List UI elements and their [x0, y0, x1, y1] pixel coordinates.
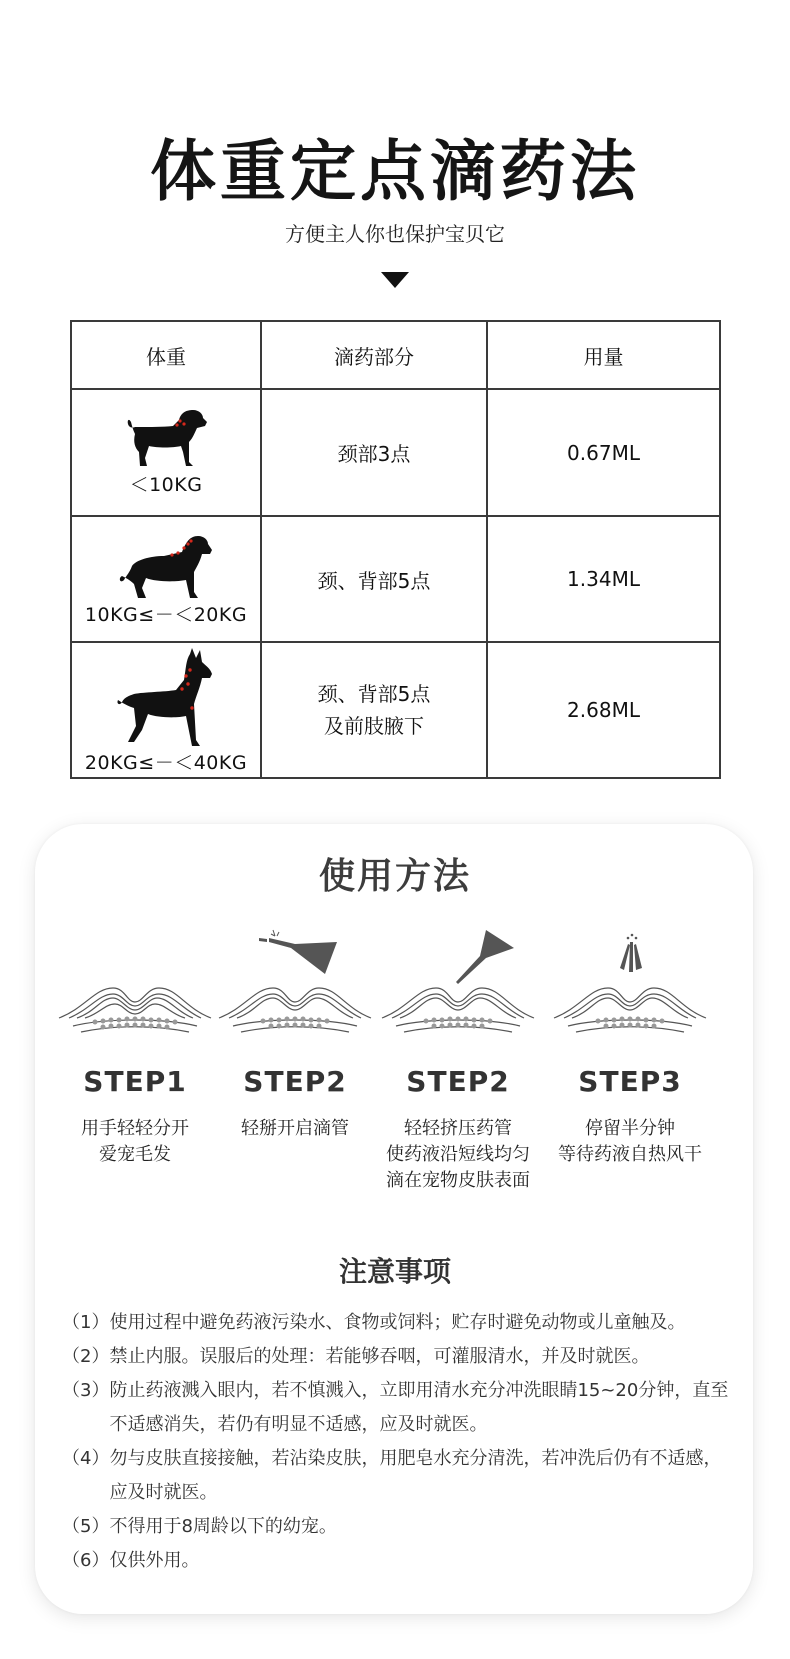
table-row	[71, 642, 720, 778]
step-2	[210, 928, 380, 1142]
weight-cell	[71, 516, 261, 642]
weight-cell	[71, 642, 261, 778]
squeeze-dropper-icon	[378, 928, 538, 1043]
weight-label: 10KG≤－＜20KG	[84, 603, 248, 626]
site-text: 颈、背部5点	[317, 682, 431, 706]
note-number: （5）	[62, 1516, 110, 1537]
down-arrow-icon	[381, 272, 409, 288]
note-number: （2）	[62, 1346, 110, 1367]
usage-title: 使用方法	[318, 856, 471, 897]
note-number: （1）	[62, 1312, 110, 1333]
step-1	[50, 928, 220, 1168]
step-desc-line: 停留半分钟	[585, 1118, 675, 1139]
fur-skin-icon	[55, 928, 215, 1043]
step-desc-line: 用手轻轻分开	[81, 1118, 189, 1139]
site-text: 颈部3点	[337, 442, 411, 466]
table-row	[71, 389, 720, 516]
notes-list	[62, 1306, 732, 1578]
table-header-row	[71, 321, 720, 389]
site-cell	[261, 516, 487, 642]
note-item	[62, 1510, 732, 1544]
notes-title: 注意事项	[338, 1255, 451, 1288]
step-desc-line: 滴在宠物皮肤表面	[386, 1170, 530, 1191]
step-desc-line: 轻轻挤压药管	[404, 1118, 512, 1139]
dosage-table	[70, 320, 721, 779]
note-text: 仅供外用。	[109, 1550, 200, 1571]
note-text: 勿与皮肤直接接触，若沾染皮肤，用肥皂水充分清洗，若冲洗后仍有不适感，应及时就医。	[109, 1448, 722, 1503]
step-label: STEP2	[243, 1065, 347, 1098]
drying-icon	[550, 928, 710, 1043]
note-number: （6）	[62, 1550, 110, 1571]
note-number: （3）	[62, 1380, 110, 1401]
weight-label: 20KG≤－＜40KG	[84, 751, 248, 774]
step-4	[545, 928, 715, 1168]
site-text: 及前肢腋下	[324, 714, 424, 738]
table-row	[71, 516, 720, 642]
step-desc-line: 轻掰开启滴管	[241, 1118, 349, 1139]
header-site: 滴药部分	[261, 321, 487, 389]
note-text: 使用过程中避免药液污染水、食物或饲料；贮存时避免动物或儿童触及。	[109, 1312, 686, 1333]
step-description	[210, 1116, 380, 1142]
site-text: 颈、背部5点	[317, 568, 431, 593]
note-item	[62, 1340, 732, 1374]
note-item	[62, 1544, 732, 1578]
dose-cell: 1.34ML	[487, 516, 720, 642]
step-label: STEP2	[406, 1065, 510, 1098]
weight-label: ＜10KG	[129, 474, 203, 496]
step-desc-line: 等待药液自热风干	[558, 1144, 702, 1165]
step-desc-line: 爱宠毛发	[99, 1144, 171, 1165]
note-item	[62, 1442, 732, 1510]
site-cell	[261, 389, 487, 516]
site-cell	[261, 642, 487, 778]
step-desc-line: 使药液沿短线均匀	[386, 1144, 530, 1165]
weight-cell	[71, 389, 261, 516]
step-label: STEP1	[83, 1065, 187, 1098]
step-description	[545, 1116, 715, 1168]
note-text: 不得用于8周龄以下的幼宠。	[109, 1516, 337, 1537]
page-subtitle: 方便主人你也保护宝贝它	[285, 222, 505, 246]
step-label: STEP3	[578, 1065, 682, 1098]
dose-cell: 2.68ML	[487, 642, 720, 778]
page-title: 体重定点滴药法	[150, 133, 640, 210]
small-dog-icon	[123, 408, 209, 470]
open-dropper-icon	[215, 928, 375, 1043]
header-weight: 体重	[71, 321, 261, 389]
step-description	[373, 1116, 543, 1194]
note-text: 禁止内服。误服后的处理：若能够吞咽，可灌服清水，并及时就医。	[109, 1346, 650, 1367]
note-number: （4）	[62, 1448, 110, 1469]
step-3	[373, 928, 543, 1194]
step-description	[50, 1116, 220, 1168]
medium-dog-icon	[116, 532, 216, 600]
note-item	[62, 1306, 732, 1340]
note-text: 防止药液溅入眼内，若不慎溅入，立即用清水充分冲洗眼睛15~20分钟，直至不适感消失，若仍有明显不适感，应及时就医。	[109, 1380, 729, 1435]
header-dose: 用量	[487, 321, 720, 389]
dose-cell: 0.67ML	[487, 389, 720, 516]
large-dog-icon	[114, 646, 218, 748]
note-item	[62, 1374, 732, 1442]
